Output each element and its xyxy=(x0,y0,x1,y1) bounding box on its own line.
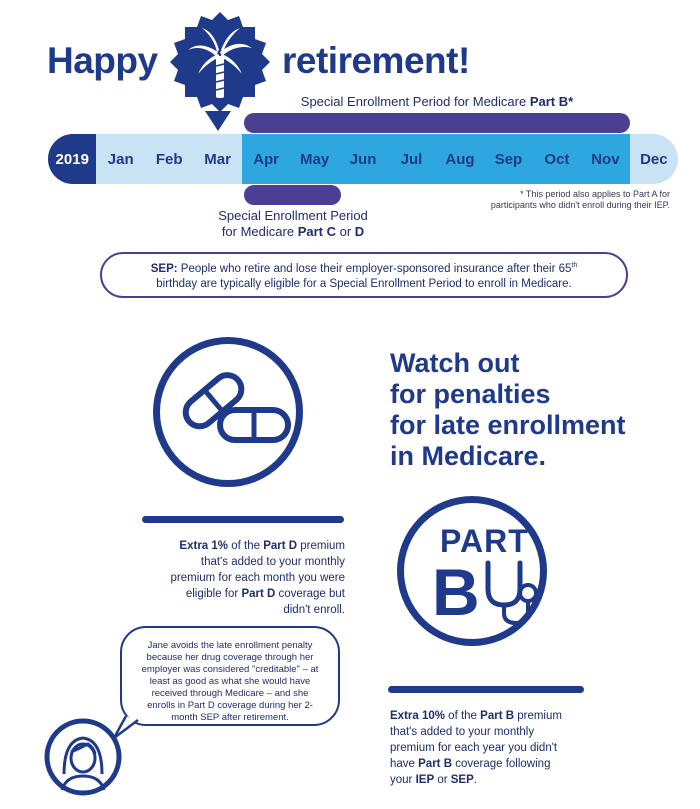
timeline-month-aug: Aug xyxy=(436,134,484,184)
timeline-month-sep: Sep xyxy=(484,134,532,184)
timeline-month-may: May xyxy=(290,134,338,184)
timeline-month-dec: Dec xyxy=(640,150,668,168)
timeline-2019 xyxy=(48,134,678,184)
timeline-month-oct: Oct xyxy=(533,134,581,184)
jane-speech-bubble: Jane avoids the late enrollment penalty because her drug coverage through her employer was considered "creditable" – at least as good as what she would have received through Medicare – and she enrolls in Part D coverage during her 2-month SEP after retirement. xyxy=(120,626,340,726)
timeline-month-jun: Jun xyxy=(339,134,387,184)
headline-retirement: retirement! xyxy=(282,40,470,81)
part-b-title: PART xyxy=(440,523,529,559)
sep-explanation-box: SEP: People who retire and lose their employer-sponsored insurance after their 65th birthday are typically eligible for a Special Enrollment Period to enroll in Medicare. xyxy=(100,252,628,298)
timeline-month-feb: Feb xyxy=(155,150,183,168)
sep-part-b-bar xyxy=(244,113,630,133)
sep-part-cd-bar xyxy=(244,185,341,205)
timeline-month-jan: Jan xyxy=(107,150,134,168)
timeline-month-mar: Mar xyxy=(204,150,231,168)
stethoscope-icon xyxy=(480,559,546,635)
timeline-year: 2019 xyxy=(48,134,96,184)
part-b-divider xyxy=(388,686,584,693)
headline-happy: Happy xyxy=(47,40,158,81)
pills-icon xyxy=(160,344,296,480)
sep-part-cd-label: Special Enrollment Period for Medicare Part C or D xyxy=(218,208,368,239)
part-a-footnote: * This period also applies to Part A for participants who didn't enroll during their IEP. xyxy=(490,189,670,210)
part-d-divider xyxy=(142,516,344,523)
timeline-month-nov: Nov xyxy=(581,134,629,184)
part-b-letter: B xyxy=(432,555,480,629)
sep-part-b-label: Special Enrollment Period for Medicare Part B* xyxy=(300,94,574,109)
part-d-penalty-text: Extra 1% of the Part D premium that's added to your monthly premium for each month you were eligible for Part D coverage but didn't enroll. xyxy=(170,540,345,616)
timeline-month-apr: Apr xyxy=(242,134,290,184)
part-b-penalty-text: Extra 10% of the Part B premium that's added to your monthly premium for each year you didn't have Part B coverage following your IEP or SEP. xyxy=(390,710,562,786)
pills-circle xyxy=(153,337,303,487)
part-b-circle xyxy=(397,496,547,646)
march-pointer-icon xyxy=(205,111,231,131)
jane-avatar-icon xyxy=(44,718,122,796)
penalties-headline: Watch out for penalties for late enrollment in Medicare. xyxy=(390,348,626,471)
timeline-month-jul: Jul xyxy=(387,134,435,184)
